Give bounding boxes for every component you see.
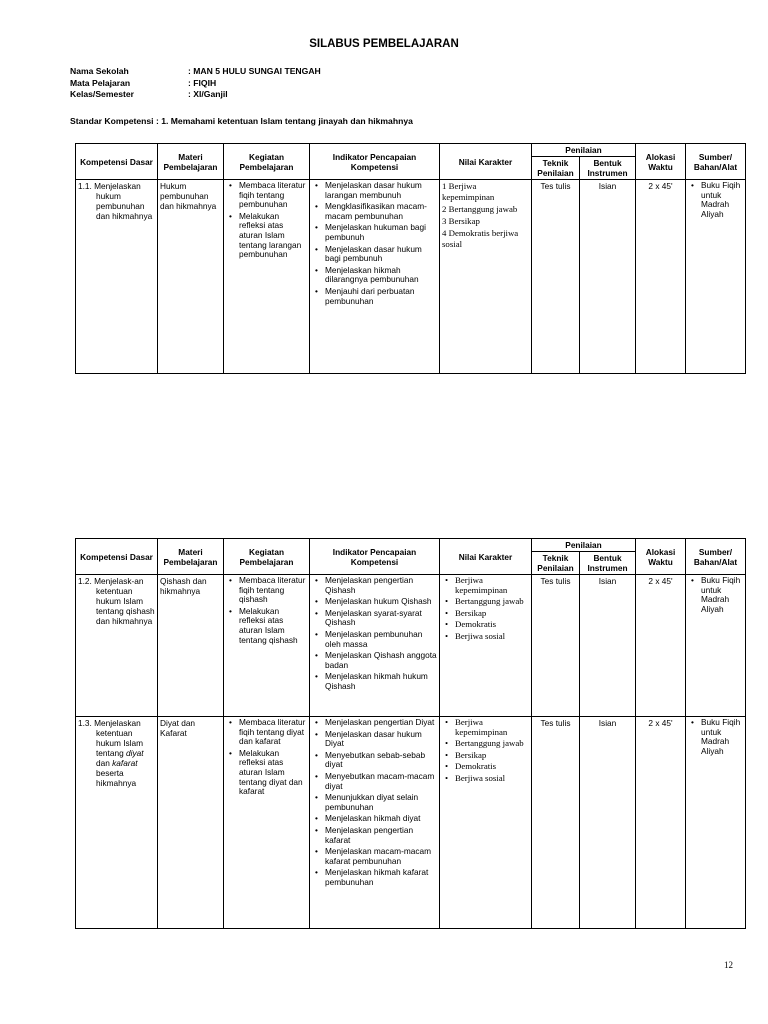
list-item: • Demokratis (455, 620, 529, 630)
header-teknik: Teknik Penilaian (532, 552, 580, 575)
list-item: • Menyebutkan sebab-sebab diyat (325, 751, 437, 770)
list-item: 4 Demokratis berjiwa sosial (442, 228, 519, 249)
list-item: • Menjelaskan hukuman bagi pembunuh (325, 223, 437, 242)
bentuk-cell: Isian (580, 180, 636, 374)
kd-text-part: dan (96, 758, 113, 768)
header-sumber: Sumber/ Bahan/Alat (686, 144, 746, 180)
list-item: • Bertanggung jawab (455, 597, 529, 607)
header-sumber: Sumber/ Bahan/Alat (686, 539, 746, 575)
sumber-cell (686, 717, 746, 929)
page-number: 12 (724, 960, 733, 970)
kd-cell (76, 180, 158, 374)
header-alokasi: Alokasi Waktu (636, 144, 686, 180)
header-materi: Materi Pembelajaran (158, 539, 224, 575)
karakter-list (442, 718, 529, 784)
list-item: 1 Berjiwa kepemimpinan (442, 181, 495, 202)
list-item: 2 Bertanggung jawab (442, 204, 518, 214)
list-item: • Menjauhi dari perbuatan pembunuhan (325, 287, 437, 306)
list-item: • Berjiwa sosial (455, 632, 529, 642)
standard-competency: Standar Kompetensi : 1. Memahami ketentuan Islam tentang jinayah dan hikmahnya (70, 116, 413, 126)
kegiatan-list (226, 181, 307, 260)
header-materi: Materi Pembelajaran (158, 144, 224, 180)
alokasi-cell: 2 x 45' (636, 575, 686, 717)
list-item: • Berjiwa kepemimpinan (455, 718, 529, 737)
header-indikator: Indikator Pencapaian Kompetensi (310, 539, 440, 575)
indikator-list (312, 181, 437, 306)
header-kegiatan: Kegiatan Pembelajaran (224, 539, 310, 575)
kd-text (78, 728, 155, 788)
list-item: • Menjelaskan macam-macam kafarat pembunuhan (325, 847, 437, 866)
kd-number: 1.3. Menjelaskan (78, 718, 141, 728)
header-teknik: Teknik Penilaian (532, 157, 580, 180)
list-item: • Menjelaskan Qishash anggota badan (325, 651, 437, 670)
sumber-cell (686, 575, 746, 717)
header-penilaian: Penilaian (532, 144, 636, 157)
header-bentuk: Bentuk Instrumen (580, 552, 636, 575)
kegiatan-list (226, 718, 307, 797)
list-item: • Menjelaskan hikmah dilarangnya pembunuhan (325, 266, 437, 285)
header-karakter: Nilai Karakter (440, 539, 532, 575)
indikator-list (312, 718, 437, 888)
subject-label: Mata Pelajaran (70, 77, 131, 88)
list-item: • Menjelaskan pengertian kafarat (325, 826, 437, 845)
karakter-cell (440, 717, 532, 929)
list-item: • Melakukan refleksi atas aturan Islam tentang diyat dan kafarat (239, 749, 307, 797)
school-info (70, 66, 321, 101)
kd-text-italic: diyat (126, 748, 144, 758)
syllabus-table-2 (75, 538, 746, 929)
sumber-cell (686, 180, 746, 374)
school-label: Nama Sekolah (70, 66, 129, 76)
list-item: • Menjelaskan hikmah diyat (325, 814, 437, 824)
materi-cell: Diyat dan Kafarat (158, 717, 224, 929)
sumber-item: • Buku Fiqih untuk Madrah Aliyah (701, 181, 743, 219)
karakter-cell (440, 180, 532, 374)
school-value: : MAN 5 HULU SUNGAI TENGAH (188, 66, 321, 76)
kegiatan-list (226, 576, 307, 645)
bentuk-cell: Isian (580, 575, 636, 717)
document-title: SILABUS PEMBELAJARAN (309, 38, 459, 50)
kd-number: 1.2. Menjelask-an (78, 576, 144, 586)
header-kd: Kompetensi Dasar (76, 539, 158, 575)
kd-text: hukum pembunuhan dan hikmahnya (96, 191, 153, 221)
indikator-cell (310, 717, 440, 929)
list-item: • Menjelaskan dasar hukum Diyat (325, 730, 437, 749)
header-indikator: Indikator Pencapaian Kompetensi (310, 144, 440, 180)
list-item: • Menunjukkan diyat selain pembunuhan (325, 793, 437, 812)
table-row (76, 717, 746, 929)
kd-number: 1.1. Menjelaskan (78, 181, 141, 191)
materi-cell: Hukum pembunuhan dan hikmahnya (158, 180, 224, 374)
table-row (76, 180, 746, 374)
list-item: • Menjelaskan pengertian Qishash (325, 576, 437, 595)
list-item: • Menjelaskan hikmah hukum Qishash (325, 672, 437, 691)
class-label: Kelas/Semester (70, 89, 135, 99)
list-item: • Menjelaskan dasar hukum bagi pembunuh (325, 245, 437, 264)
class-value: : XI/Ganjil (188, 89, 228, 99)
list-item: • Bersikap (455, 751, 529, 761)
header-kd: Kompetensi Dasar (76, 144, 158, 180)
kd-cell (76, 717, 158, 929)
sumber-item: • Buku Fiqih untuk Madrah Aliyah (701, 576, 743, 614)
syllabus-table-1 (75, 143, 746, 374)
list-item: • Demokratis (455, 762, 529, 772)
header-alokasi: Alokasi Waktu (636, 539, 686, 575)
header-karakter: Nilai Karakter (440, 144, 532, 180)
indikator-cell (310, 575, 440, 717)
list-item: • Mengklasifikasikan macam-macam pembunuhan (325, 202, 437, 221)
karakter-cell (440, 575, 532, 717)
list-item: • Berjiwa sosial (455, 774, 529, 784)
karakter-list (442, 576, 529, 642)
list-item: • Membaca literatur fiqih tentang diyat dan kafarat (239, 718, 307, 747)
list-item: • Membaca literatur fiqih tentang pembunuhan (239, 181, 307, 210)
header-penilaian: Penilaian (532, 539, 636, 552)
sumber-item: • Buku Fiqih untuk Madrah Aliyah (701, 718, 743, 756)
kd-text-part: ketentuan hukum Islam tentang (96, 728, 144, 758)
table-row (76, 575, 746, 717)
kd-cell (76, 575, 158, 717)
kegiatan-cell (224, 180, 310, 374)
list-item: • Melakukan refleksi atas aturan Islam tentang larangan pembunuhan (239, 212, 307, 260)
list-item: • Berjiwa kepemimpinan (455, 576, 529, 595)
list-item: • Menjelaskan dasar hukum larangan membunuh (325, 181, 437, 200)
list-item: • Menjelaskan pengertian Diyat (325, 718, 437, 728)
kegiatan-cell (224, 575, 310, 717)
list-item: • Menjelaskan hikmah kafarat pembunuhan (325, 868, 437, 887)
list-item: • Bertanggung jawab (455, 739, 529, 749)
teknik-cell: Tes tulis (532, 575, 580, 717)
indikator-cell (310, 180, 440, 374)
teknik-cell: Tes tulis (532, 180, 580, 374)
header-kegiatan: Kegiatan Pembelajaran (224, 144, 310, 180)
list-item: • Menjelaskan pembunuhan oleh massa (325, 630, 437, 649)
alokasi-cell: 2 x 45' (636, 180, 686, 374)
kd-text-italic: kafarat (112, 758, 138, 768)
list-item: • Bersikap (455, 609, 529, 619)
materi-cell: Qishash dan hikmahnya (158, 575, 224, 717)
list-item: • Menyebutkan macam-macam diyat (325, 772, 437, 791)
karakter-list (442, 181, 529, 250)
list-item: • Menjelaskan syarat-syarat Qishash (325, 609, 437, 628)
indikator-list (312, 576, 437, 692)
list-item: • Melakukan refleksi atas aturan Islam tentang qishash (239, 607, 307, 645)
alokasi-cell: 2 x 45' (636, 717, 686, 929)
subject-value: : FIQIH (188, 77, 217, 88)
bentuk-cell: Isian (580, 717, 636, 929)
kd-text-part: beserta hikmahnya (96, 768, 137, 788)
kegiatan-cell (224, 717, 310, 929)
kd-text: ketentuan hukum Islam tentang qishash dan hikmahnya (96, 586, 155, 626)
teknik-cell: Tes tulis (532, 717, 580, 929)
list-item: • Menjelaskan hukum Qishash (325, 597, 437, 607)
header-bentuk: Bentuk Instrumen (580, 157, 636, 180)
list-item: • Membaca literatur fiqih tentang qishash (239, 576, 307, 605)
list-item: 3 Bersikap (442, 216, 480, 226)
